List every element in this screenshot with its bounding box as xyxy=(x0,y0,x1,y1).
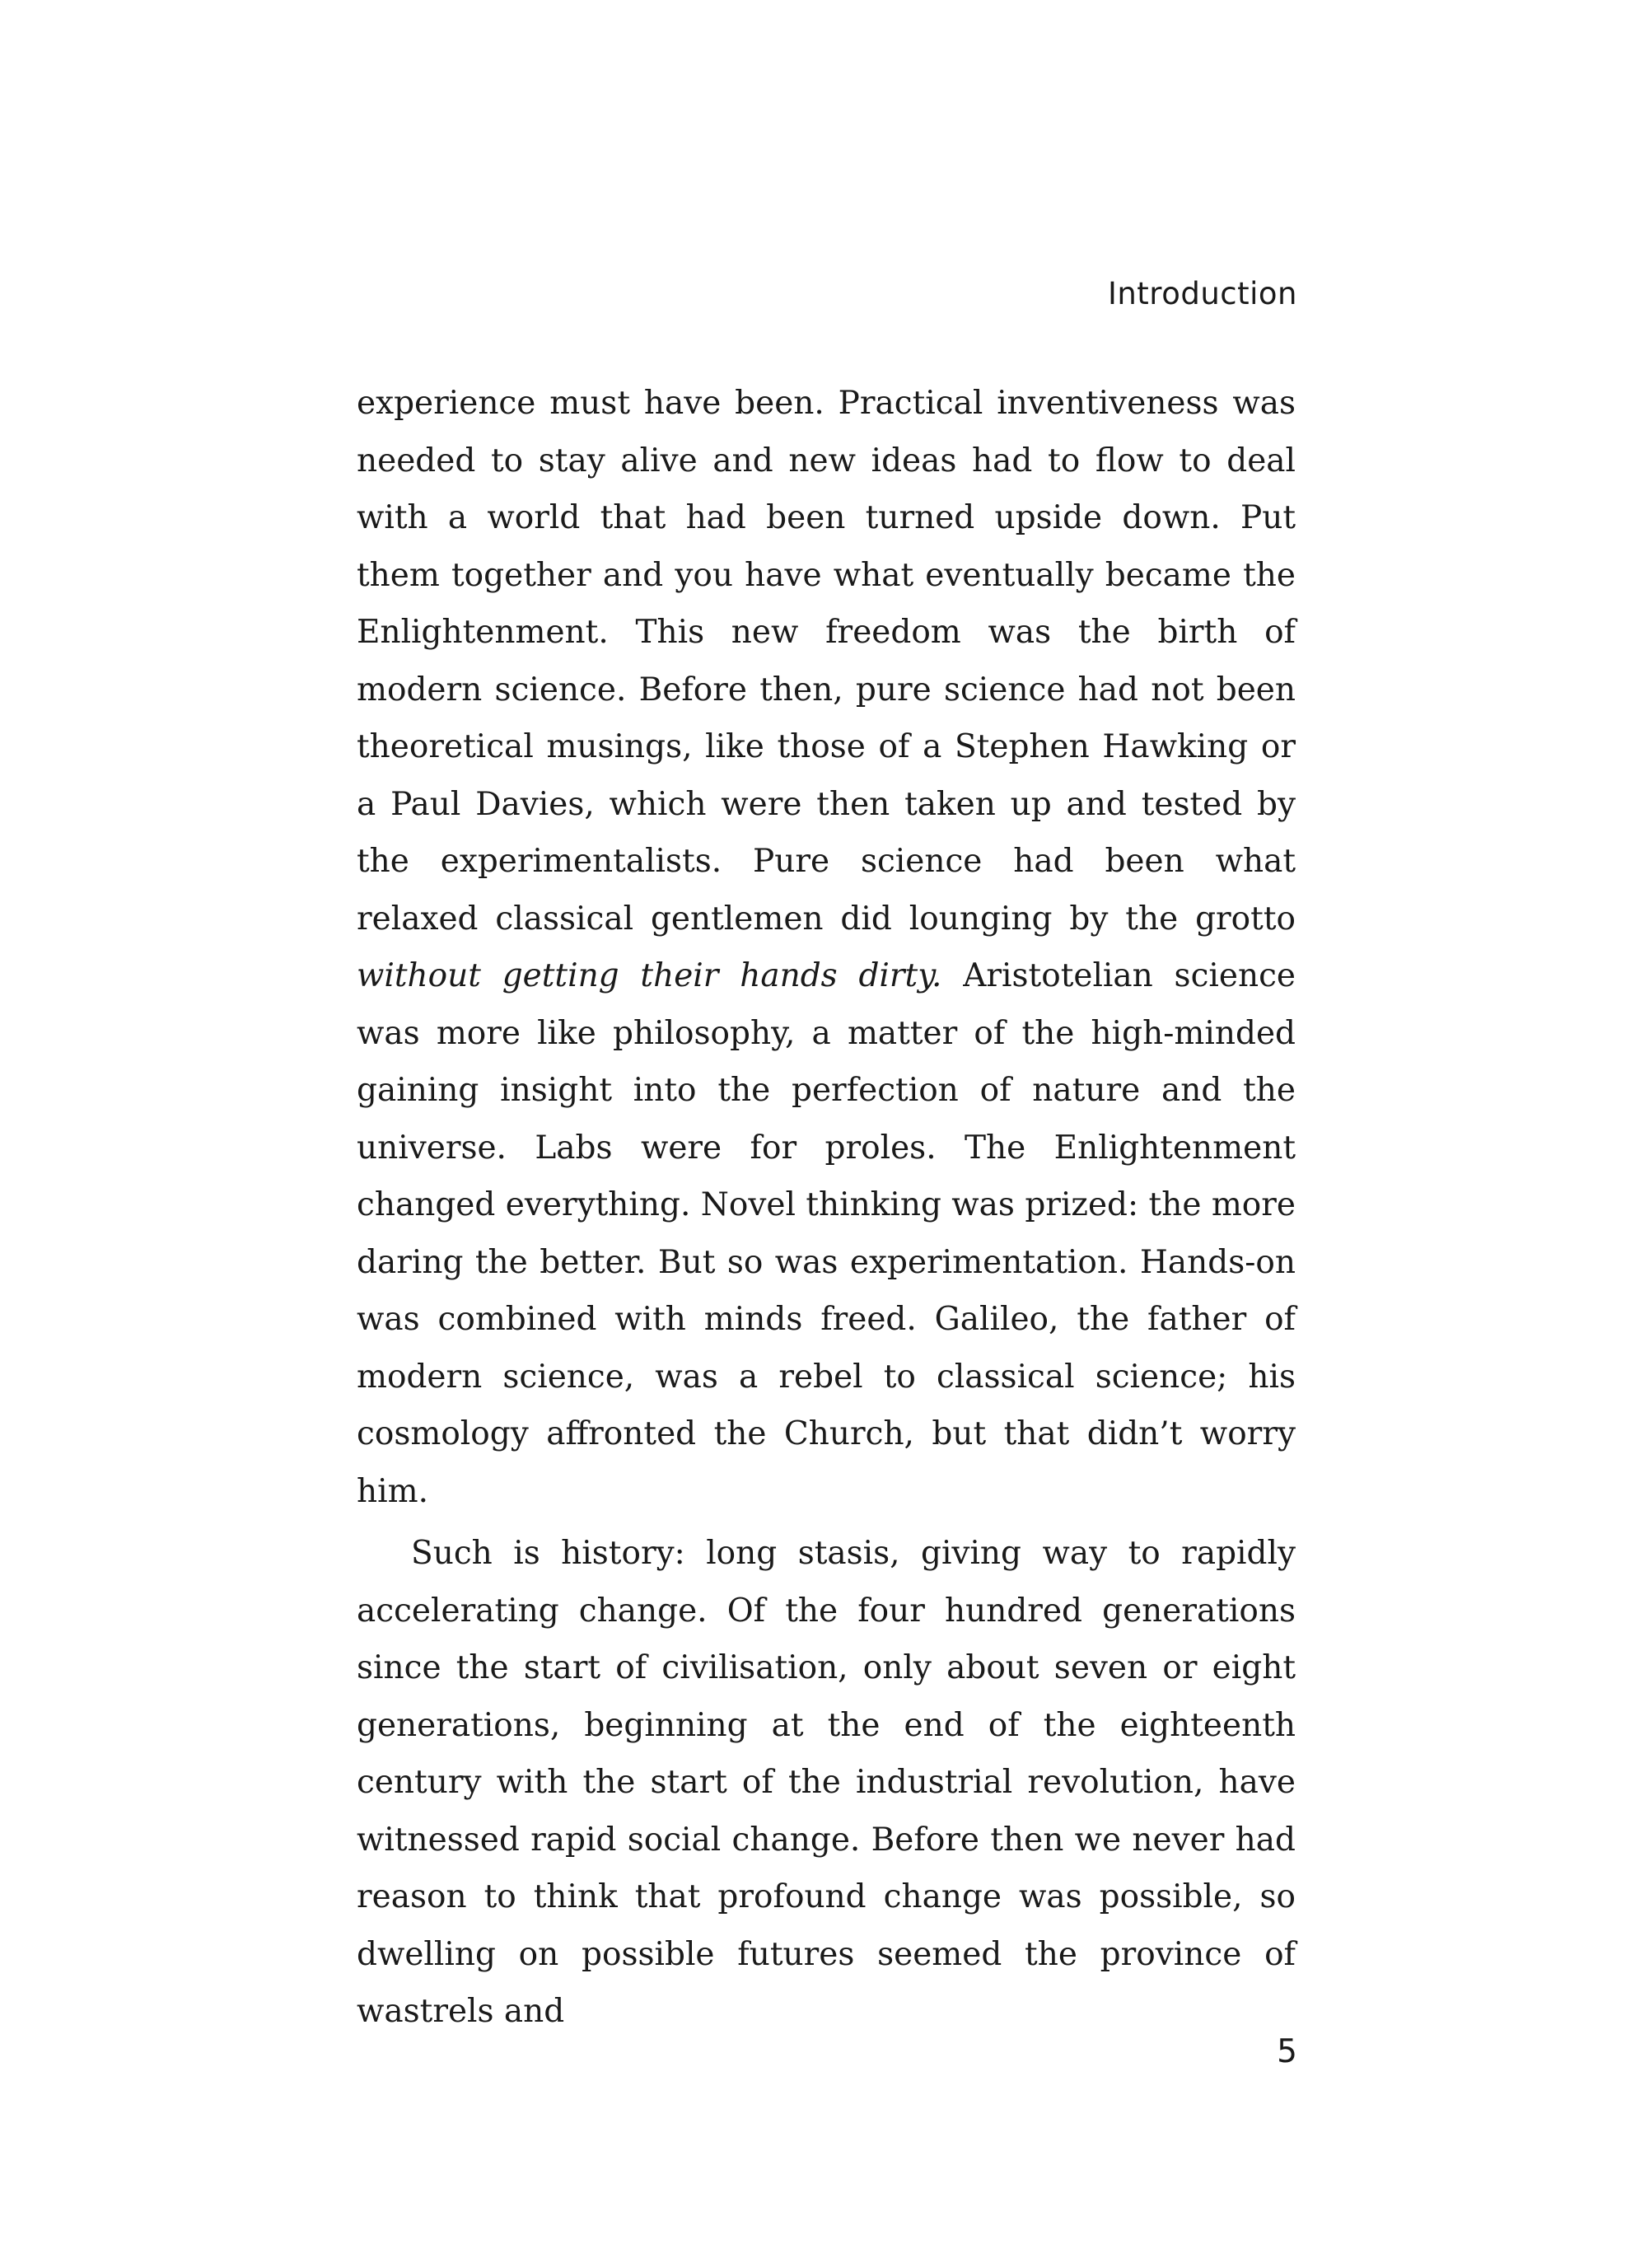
running-head: Introduction xyxy=(1107,276,1297,311)
page-number: 5 xyxy=(1277,2033,1297,2070)
paragraph-1-text-b: Aristotelian science was more like philosophy, a matter of the high-minded gaining insight into the perfection of nature and the universe. Labs were for proles. The Enlightenment changed everything. Novel thinking was prized: the more daring the better. But so was experimentation. Hands-on was combined with minds freed. Galileo, the father of modern science, was a rebel to classical science; his cosmology affronted the Church, but that didn’t worry him. xyxy=(357,957,1296,1510)
paragraph-1-text-a: experience must have been. Practical inventiveness was needed to stay alive and new ideas had to flow to deal with a world that had been turned upside down. Put them together and you have what eventually became the Enlightenment. This new freedom was the birth of modern science. Before then, pure science had not been theoretical musings, like those of a Stephen Hawking or a Paul Davies, which were then taken up and tested by the experimentalists. Pure science had been what relaxed classical gentlemen did lounging by the grotto xyxy=(357,385,1296,938)
paragraph-1 xyxy=(357,375,1296,1520)
body-text xyxy=(357,375,1296,2041)
paragraph-2: Such is history: long stasis, giving way to rapidly accelerating change. Of the four hundred generations since the start of civilisation, only about seven or eight generations, beginning at the end of the eighteenth century with the start of the industrial revolution, have witnessed rapid social change. Before then we never had reason to think that profound change was possible, so dwelling on possible futures seemed the province of wastrels and xyxy=(357,1535,1296,2030)
paragraph-1-italic-phrase: without getting their hands dirty. xyxy=(357,957,942,994)
